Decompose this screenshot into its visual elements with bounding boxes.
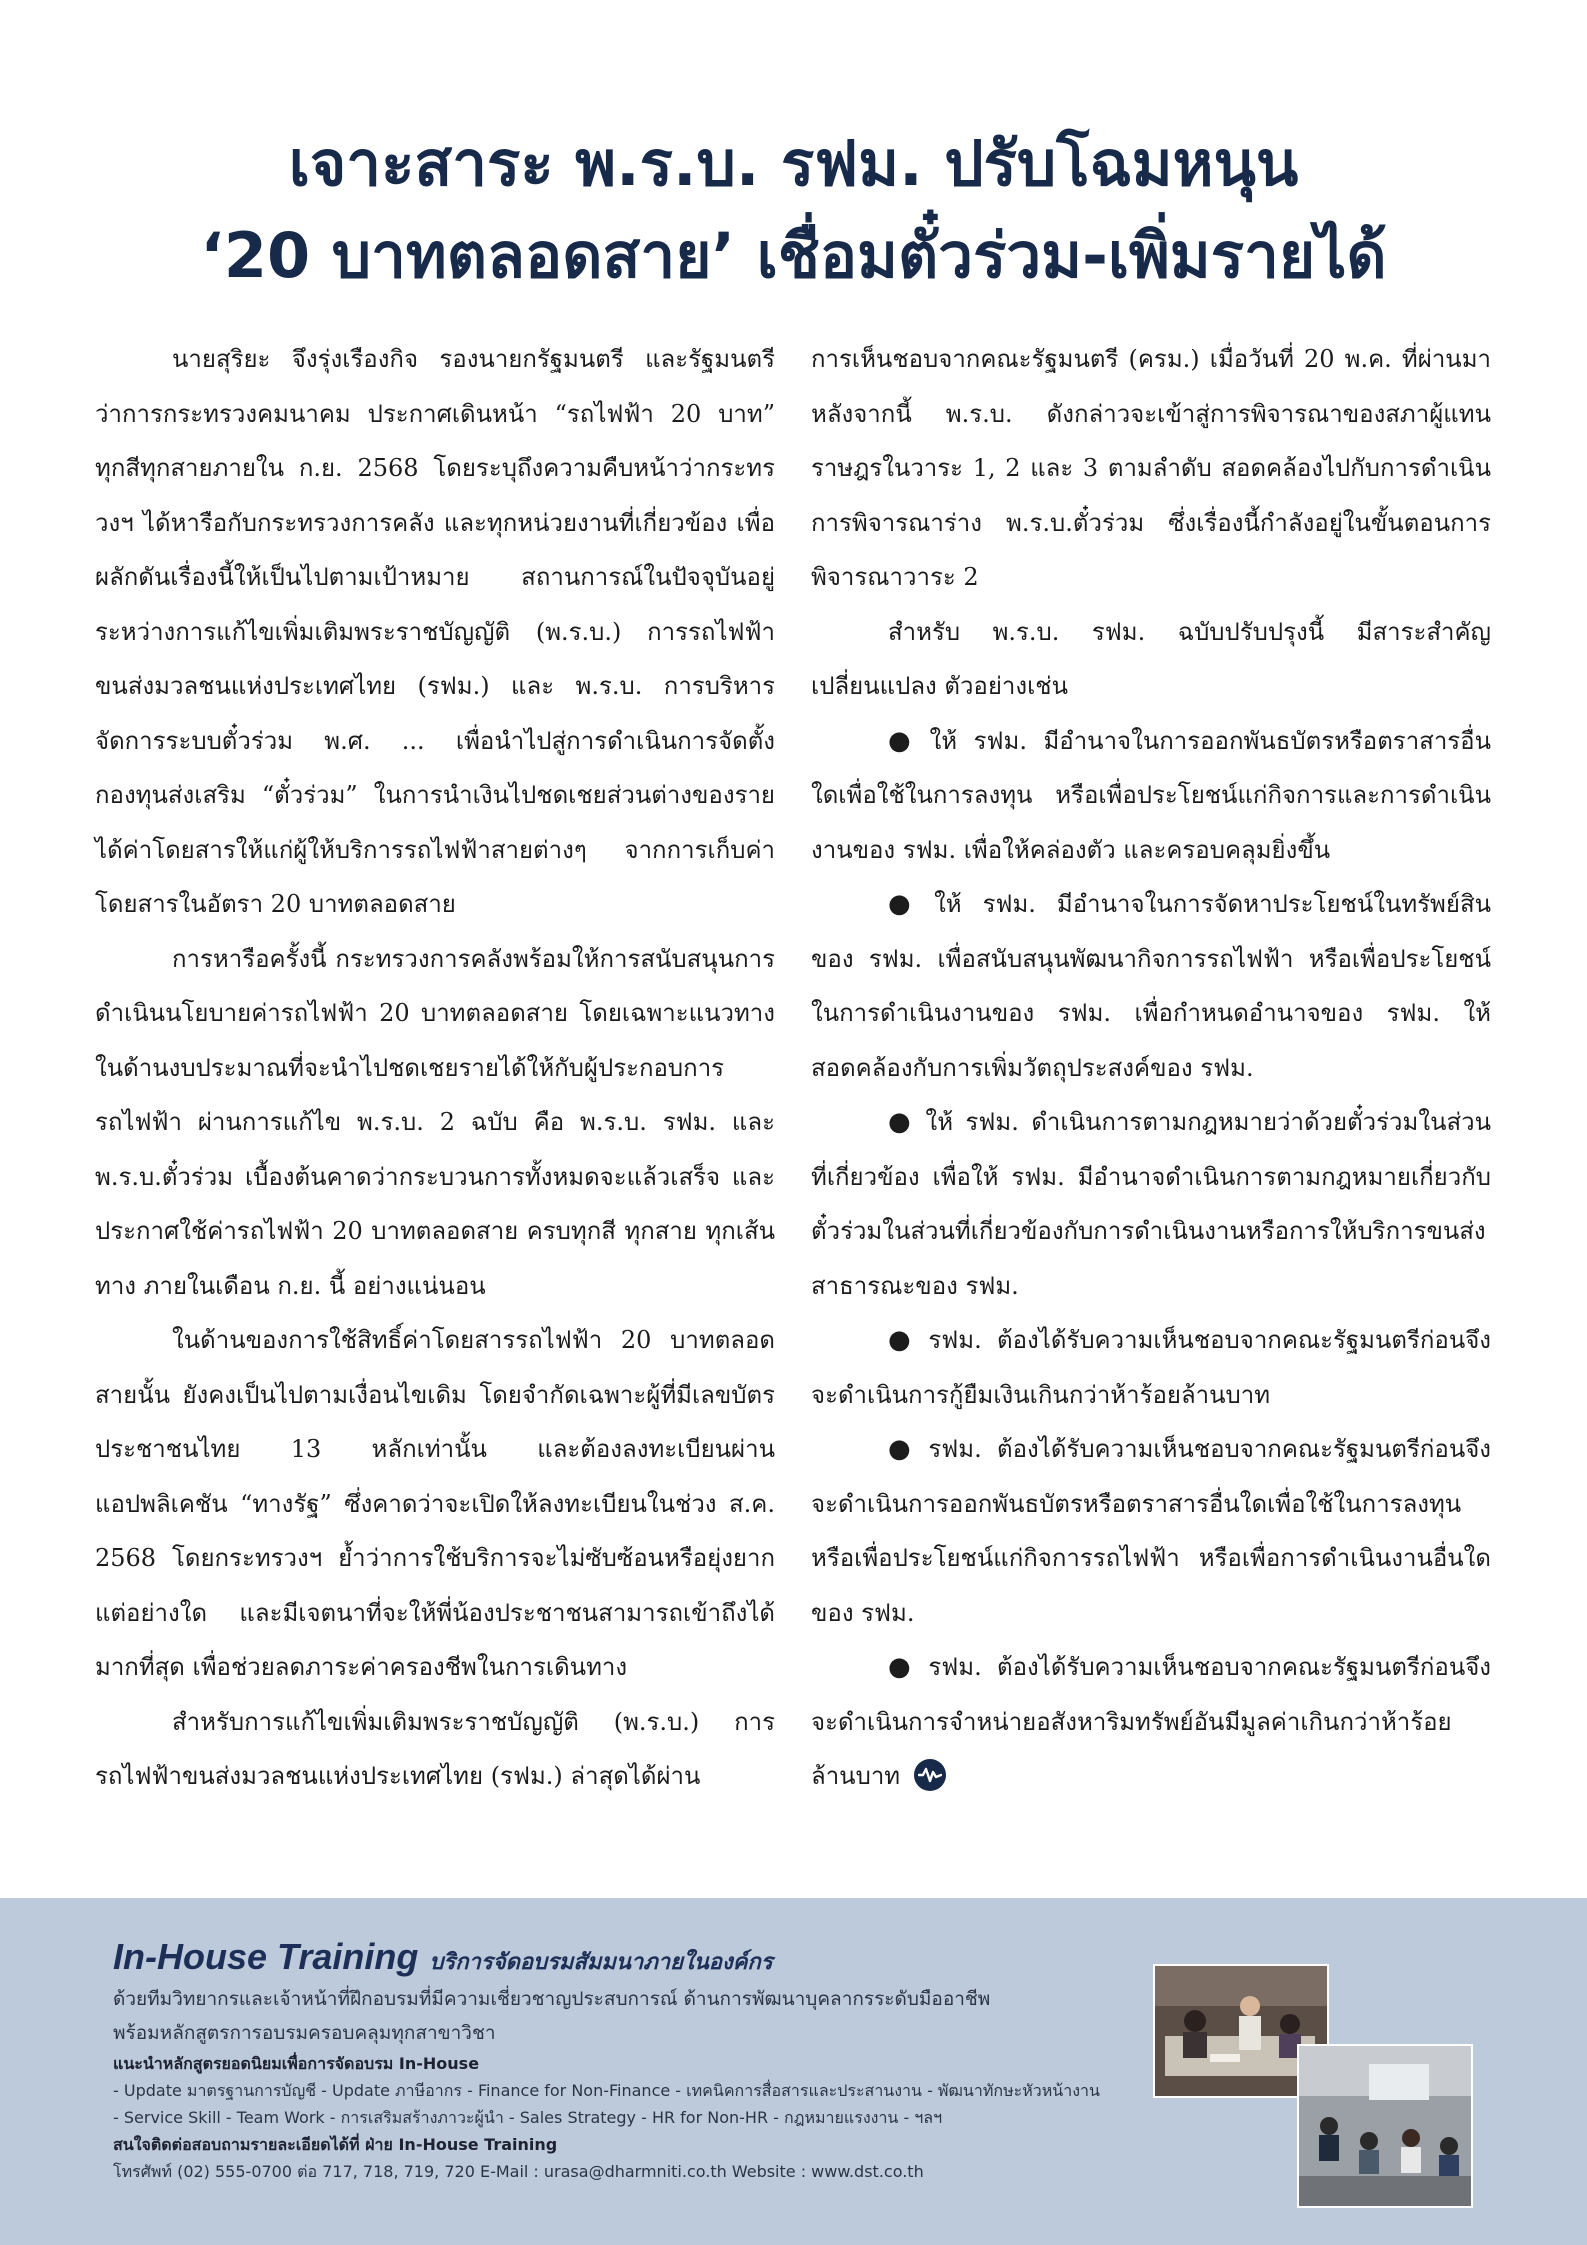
bullet-text: ให้ รฟม. ดำเนินการตามกฎหมายว่าด้วยตั๋วร่วมในส่วนที่เกี่ยวข้อง เพื่อให้ รฟม. มีอำนาจดำเนินการตามกฎหมายเกี่ยวกับตั๋วร่วมในส่วนที่เกี่ยวข้องกับการดำเนินงานหรือการให้บริการขนส่งสาธารณะของ รฟม.: [811, 1108, 1492, 1300]
contact-line: โทรศัพท์ (02) 555-0700 ต่อ 717, 718, 719, 720 E-Mail : urasa@dharmniti.co.th Website : www.dst.co.th: [113, 2162, 924, 2181]
page-title: [0, 118, 1587, 302]
paragraph-3: ในด้านของการใช้สิทธิ์ค่าโดยสารรถไฟฟ้า 20 บาทตลอดสายนั้น ยังคงเป็นไปตามเงื่อนไขเดิม โดยจำกัดเฉพาะผู้ที่มีเลขบัตรประชาชนไทย 13 หลักเท่านั้น และต้องลงทะเบียนผ่านแอปพลิเคชัน “ทางรัฐ” ซึ่งคาดว่าจะเปิดให้ลงทะเบียนในช่วง ส.ค. 2568 โดยกระทรวงฯ ย้ำว่าการใช้บริการจะไม่ซับซ้อนหรือยุ่งยากแต่อย่างใด และมีเจตนาที่จะให้พี่น้องประชาชนสามารถเข้าถึงได้มากที่สุด เพื่อช่วยลดภาระค่าครองชีพในการเดินทาง: [95, 1326, 775, 1681]
courses-heading: แนะนำหลักสูตรยอดนิยมเพื่อการจัดอบรม In-House: [113, 2054, 480, 2073]
paragraph-4: สำหรับการแก้ไขเพิ่มเติมพระราชบัญญัติ (พ.ร.บ.) การรถไฟฟ้าขนส่งมวลชนแห่งประเทศไทย (รฟม.) ล่าสุดได้ผ่าน: [95, 1707, 775, 1790]
bullet-text: รฟม. ต้องได้รับความเห็นชอบจากคณะรัฐมนตรีก่อนจึงจะดำเนินการออกพันธบัตรหรือตราสารอื่นใดเพื่อใช้ในการลงทุน หรือเพื่อประโยชน์แก่กิจการรถไฟฟ้า หรือเพื่อการดำเนินงานอื่นใดของ รฟม.: [811, 1435, 1491, 1627]
article-column-right: [811, 332, 1491, 1804]
inhouse-training-ad: [0, 1898, 1587, 2245]
brand-tagline: บริการจัดอบรมสัมมนาภายในองค์กร: [429, 1949, 773, 1974]
bullet-text: ให้ รฟม. มีอำนาจในการออกพันธบัตรหรือตราสารอื่นใดเพื่อใช้ในการลงทุน หรือเพื่อประโยชน์แก่กิจการและการดำเนินงานของ รฟม. เพื่อให้คล่องตัว และครอบคลุมยิ่งขึ้น: [811, 726, 1492, 864]
bullet-icon: ●: [888, 1107, 916, 1137]
bullet-icon: ●: [888, 1325, 919, 1355]
bullet-item: [811, 877, 1491, 1095]
training-photo: [1297, 2044, 1473, 2208]
paragraph-intro: สำหรับ พ.ร.บ. รฟม. ฉบับปรับปรุงนี้ มีสาระสำคัญเปลี่ยนแปลง ตัวอย่างเช่น: [811, 617, 1491, 700]
bullet-text: ให้ รฟม. มีอำนาจในการจัดหาประโยชน์ในทรัพย์สินของ รฟม. เพื่อสนับสนุนพัฒนากิจการรถไฟฟ้า หรือเพื่อประโยชน์ในการดำเนินงานของ รฟม. เพื่อกำหนดอำนาจของ รฟม. ให้สอดคล้องกับการเพิ่มวัตถุประสงค์ของ รฟม.: [811, 890, 1491, 1082]
courses-line: - Service Skill - Team Work - การเสริมสร้างภาวะผู้นำ - Sales Strategy - HR for Non-HR - กฎหมายแรงงาน - ฯลฯ: [113, 2108, 943, 2127]
title-line-2: ‘20 บาทตลอดสาย’ เชื่อมตั๋วร่วม-เพิ่มรายได้: [200, 219, 1387, 292]
footer-text: [113, 1982, 1123, 2185]
bullet-item: [811, 1313, 1491, 1422]
paragraph-1: นายสุริยะ จึงรุ่งเรืองกิจ รองนายกรัฐมนตรี และรัฐมนตรีว่าการกระทรวงคมนาคม ประกาศเดินหน้า “รถไฟฟ้า 20 บาท” ทุกสีทุกสายภายใน ก.ย. 2568 โดยระบุถึงความคืบหน้าว่ากระทรวงฯ ได้หารือกับกระทรวงการคลัง และทุกหน่วยงานที่เกี่ยวข้อง เพื่อผลักดันเรื่องนี้ให้เป็นไปตามเป้าหมาย สถานการณ์ในปัจจุบันอยู่ระหว่างการแก้ไขเพิ่มเติมพระราชบัญญัติ (พ.ร.บ.) การรถไฟฟ้าขนส่งมวลชนแห่งประเทศไทย (รฟม.) และ พ.ร.บ. การบริหารจัดการระบบตั๋วร่วม พ.ศ. ... เพื่อนำไปสู่การดำเนินการจัดตั้งกองทุนส่งเสริม “ตั๋วร่วม” ในการนำเงินไปชดเชยส่วนต่างของรายได้ค่าโดยสารให้แก่ผู้ให้บริการรถไฟฟ้าสายต่างๆ จากการเก็บค่าโดยสารในอัตรา 20 บาทตลอดสาย: [95, 345, 775, 918]
bullet-text: รฟม. ต้องได้รับความเห็นชอบจากคณะรัฐมนตรีก่อนจึงจะดำเนินการจำหน่ายอสังหาริมทรัพย์อันมีมูลค่าเกินกว่าห้าร้อยล้านบาท: [811, 1653, 1491, 1790]
bullet-item: [811, 1422, 1491, 1640]
footer-description-line: ด้วยทีมวิทยากรและเจ้าหน้าที่ฝึกอบรมที่มีความเชี่ยวชาญประสบการณ์ ด้านการพัฒนาบุคลากรระดับมืออาชีพ: [113, 1988, 991, 2010]
contact-heading: สนใจติดต่อสอบถามรายละเอียดได้ที่ ฝ่าย In-House Training: [113, 2135, 558, 2154]
bullet-icon: ●: [888, 725, 920, 756]
article-column-left: [95, 332, 775, 1804]
wave-logo-icon: [914, 1759, 946, 1791]
bullet-item: [811, 714, 1491, 878]
paragraph-2: การหารือครั้งนี้ กระทรวงการคลังพร้อมให้การสนับสนุนการดำเนินนโยบายค่ารถไฟฟ้า 20 บาทตลอดสาย โดยเฉพาะแนวทางในด้านงบประมาณที่จะนำไปชดเชยรายได้ให้กับผู้ประกอบการรถไฟฟ้า ผ่านการแก้ไข พ.ร.บ. 2 ฉบับ คือ พ.ร.บ. รฟม. และ พ.ร.บ.ตั๋วร่วม เบื้องต้นคาดว่ากระบวนการทั้งหมดจะแล้วเสร็จ และประกาศใช้ค่ารถไฟฟ้า 20 บาทตลอดสาย ครบทุกสี ทุกสาย ทุกเส้นทาง ภายในเดือน ก.ย. นี้ อย่างแน่นอน: [95, 944, 775, 1300]
brand-name: In-House Training: [113, 1936, 419, 1977]
bullet-text: รฟม. ต้องได้รับความเห็นชอบจากคณะรัฐมนตรีก่อนจึงจะดำเนินการกู้ยืมเงินเกินกว่าห้าร้อยล้านบาท: [811, 1326, 1491, 1409]
bullet-icon: ●: [888, 1434, 919, 1464]
footer-description-line: พร้อมหลักสูตรการอบรมครอบคลุมทุกสาขาวิชา: [113, 2022, 496, 2044]
courses-line: - Update มาตรฐานการบัญชี - Update ภาษีอากร - Finance for Non-Finance - เทคนิคการสื่อสารและประสานงาน - พัฒนาทักษะหัวหน้างาน: [113, 2081, 1100, 2100]
bullet-item: [811, 1095, 1491, 1313]
bullet-icon: ●: [888, 889, 925, 919]
paragraph-continued: การเห็นชอบจากคณะรัฐมนตรี (ครม.) เมื่อวันที่ 20 พ.ค. ที่ผ่านมา หลังจากนี้ พ.ร.บ. ดังกล่าวจะเข้าสู่การพิจารณาของสภาผู้แทนราษฎรในวาระ 1, 2 และ 3 ตามลำดับ สอดคล้องไปกับการดำเนินการพิจารณาร่าง พ.ร.บ.ตั๋วร่วม ซึ่งเรื่องนี้กำลังอยู่ในขั้นตอนการพิจารณาวาระ 2: [811, 345, 1491, 591]
bullet-icon: ●: [888, 1652, 919, 1682]
footer-brand: [113, 1936, 773, 1979]
bullet-item: [811, 1640, 1491, 1804]
title-line-1: เจาะสาระ พ.ร.บ. รฟม. ปรับโฉมหนุน: [288, 127, 1299, 200]
